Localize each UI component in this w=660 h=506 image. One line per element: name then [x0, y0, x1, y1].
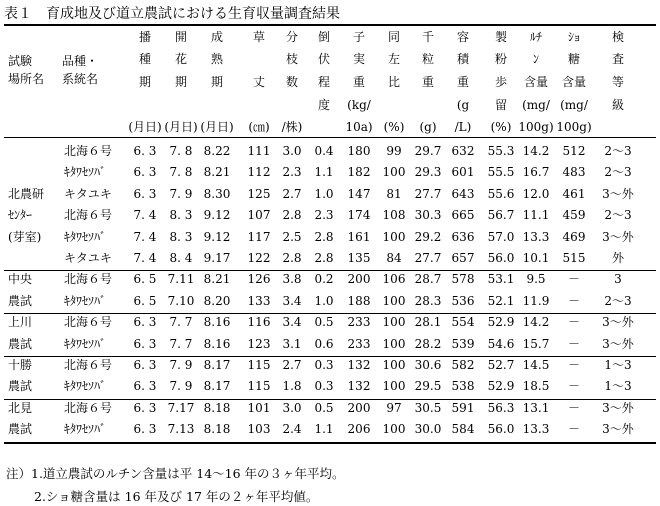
header-col10-line1: 容: [456, 30, 469, 44]
cell-g3-r1-c1: 6. 3: [133, 379, 157, 394]
header-col5-unit: /株): [281, 120, 303, 134]
cell-g0-r1-c9: 29.3: [414, 165, 442, 180]
header-col10-unit: /L): [454, 120, 472, 134]
header-col3-line3: 期: [210, 75, 223, 89]
table-number: 表１: [4, 6, 32, 22]
cell-g3-r0-c4: 115: [247, 358, 271, 372]
cell-g1-r0-c8: 106: [382, 272, 406, 287]
cell-g4-r1-c6: 1.1: [314, 422, 334, 437]
cell-g1-r1-c7: 188: [347, 293, 371, 308]
cell-g1-r1-c14: 2～3: [604, 293, 632, 308]
cell-g2-r0-c12: 14.2: [522, 315, 550, 330]
cell-g0-r0-c10: 632: [451, 144, 475, 158]
cell-g4-r1-c13: －: [567, 422, 580, 437]
header-col1-line2: 種: [138, 52, 151, 66]
cell-g2-r0-c7: 233: [347, 315, 371, 330]
cell-g3-r1-c7: 132: [347, 379, 371, 394]
site-name: ｾﾝﾀｰ: [8, 208, 33, 223]
cell-g4-r1-c8: 100: [382, 422, 406, 437]
cell-g1-r1-c8: 100: [382, 293, 406, 308]
header-col13-line4: (mg/: [560, 98, 588, 112]
cell-g2-r1-c14: 3～外: [602, 336, 634, 351]
site-name: 農試: [8, 293, 33, 308]
header-col12-line4: (mg/: [522, 98, 550, 112]
cell-g0-r5-c8: 84: [386, 251, 402, 265]
cell-g0-r3-c1: 7. 4: [133, 208, 157, 223]
header-col14-line3: 等: [611, 75, 624, 89]
header-col14-line1: 検: [611, 30, 624, 44]
cell-g1-r0-c2: 7.11: [167, 272, 195, 287]
cell-g3-r0-c8: 100: [382, 358, 406, 372]
cell-g4-r0-c5: 3.0: [282, 400, 302, 415]
cell-g0-r5-c10: 657: [451, 251, 475, 265]
cell-g3-r1-c2: 7. 9: [169, 379, 193, 394]
cell-g1-r0-c4: 126: [247, 272, 271, 287]
cell-g0-r2-c9: 27.7: [414, 186, 442, 201]
header-col2-unit: (月日): [164, 120, 198, 134]
cell-g1-r0-c14: 3: [614, 272, 622, 287]
cell-g3-r0-c2: 7. 9: [169, 358, 193, 372]
cell-g3-r1-c10: 538: [451, 379, 475, 394]
cell-g0-r4-c1: 7. 4: [133, 229, 157, 244]
site-name: 北見: [8, 400, 33, 415]
variety-name: ｷﾀﾜｾｿﾊﾞ: [64, 422, 107, 437]
header-variety-line2: 系統名: [62, 72, 99, 86]
header-col10-line4: (g: [456, 98, 470, 112]
cell-g2-r0-c8: 100: [382, 315, 406, 330]
header-col11-line3: 歩: [494, 75, 507, 89]
cell-g0-r0-c12: 14.2: [522, 144, 550, 158]
cell-g0-r4-c12: 13.3: [522, 229, 550, 244]
header-site-line2: 場所名: [8, 72, 45, 86]
site-name: 農試: [8, 336, 33, 351]
cell-g4-r0-c13: －: [567, 400, 580, 415]
variety-name: 北海６号: [64, 315, 113, 330]
header-col8-line2: 左: [387, 52, 400, 66]
header-col6-line2: 伏: [317, 52, 330, 66]
cell-g0-r3-c12: 11.1: [522, 208, 550, 223]
header-col4-line3: 丈: [252, 75, 265, 89]
header-site-line1: 試験: [8, 54, 33, 68]
header-col13-unit: 100g): [556, 120, 592, 134]
cell-g0-r0-c1: 6. 3: [133, 144, 157, 158]
header-col12-line2: ﾝ: [532, 52, 539, 66]
header-col11-line4: 留: [494, 98, 507, 112]
cell-g2-r1-c1: 6. 3: [133, 336, 157, 351]
header-col5-line1: 分: [285, 30, 298, 44]
cell-g2-r0-c2: 7. 7: [169, 315, 193, 330]
cell-g0-r2-c10: 643: [451, 186, 475, 201]
site-name: 農試: [8, 422, 33, 437]
cell-g0-r3-c13: 459: [562, 208, 586, 223]
cell-g0-r4-c13: 469: [562, 229, 586, 244]
cell-g1-r0-c1: 6. 5: [133, 272, 157, 287]
cell-g3-r1-c14: 1～3: [604, 379, 632, 394]
cell-g0-r5-c4: 122: [247, 251, 271, 265]
site-name: 北農研: [8, 186, 45, 201]
cell-g1-r0-c7: 200: [347, 272, 371, 287]
group-divider: [4, 270, 656, 271]
cell-g3-r1-c13: －: [567, 379, 580, 394]
cell-g1-r1-c6: 1.0: [314, 293, 334, 308]
cell-g2-r1-c5: 3.1: [282, 336, 302, 351]
cell-g4-r0-c3: 8.18: [203, 400, 231, 415]
header-col7-unit: 10a): [345, 120, 373, 134]
header-col10-line3: 重: [456, 75, 469, 89]
cell-g2-r1-c9: 28.2: [414, 336, 442, 351]
cell-g3-r0-c3: 8.17: [203, 358, 231, 372]
header-col13-line1: ｼｮ: [567, 30, 580, 44]
table-bottom-rule: [4, 442, 656, 444]
cell-g0-r1-c13: 483: [562, 165, 586, 180]
header-col12-line1: ﾙﾁ: [529, 30, 542, 44]
cell-g0-r4-c8: 100: [382, 229, 406, 244]
header-col5-line3: 数: [285, 75, 298, 89]
cell-g2-r0-c1: 6. 3: [133, 315, 157, 330]
header-col2-line2: 花: [174, 52, 187, 66]
cell-g0-r1-c4: 112: [247, 165, 271, 180]
cell-g4-r0-c12: 13.1: [522, 400, 550, 415]
site-name: 上川: [8, 315, 33, 330]
cell-g4-r1-c2: 7.13: [167, 422, 195, 437]
cell-g0-r5-c13: 515: [562, 251, 586, 265]
cell-g0-r1-c14: 2～3: [604, 165, 632, 180]
cell-g0-r5-c9: 27.7: [414, 251, 442, 265]
variety-name: キタユキ: [64, 251, 112, 265]
cell-g2-r1-c11: 54.6: [487, 336, 515, 351]
cell-g1-r1-c10: 536: [451, 293, 475, 308]
cell-g0-r3-c6: 2.3: [314, 208, 334, 223]
cell-g3-r0-c10: 582: [451, 358, 475, 372]
cell-g0-r3-c14: 2～3: [604, 208, 632, 223]
header-col1-unit: (月日): [128, 120, 162, 134]
cell-g4-r0-c2: 7.17: [167, 400, 195, 415]
cell-g0-r1-c2: 7. 8: [169, 165, 193, 180]
cell-g1-r1-c9: 28.3: [414, 293, 442, 308]
cell-g3-r1-c11: 52.9: [487, 379, 515, 394]
cell-g0-r4-c14: 3～外: [602, 229, 634, 244]
group-divider: [4, 399, 656, 400]
cell-g3-r1-c5: 1.8: [282, 379, 302, 394]
cell-g0-r0-c6: 0.4: [314, 144, 334, 158]
cell-g0-r3-c7: 174: [347, 208, 371, 223]
cell-g0-r3-c2: 8. 3: [169, 208, 193, 223]
cell-g3-r0-c7: 132: [347, 358, 371, 372]
cell-g0-r2-c7: 147: [347, 186, 371, 201]
cell-g4-r0-c10: 591: [451, 400, 475, 415]
variety-name: 北海６号: [64, 144, 113, 158]
header-col8-line3: 比: [387, 75, 400, 89]
cell-g0-r4-c2: 8. 3: [169, 229, 193, 244]
cell-g0-r5-c7: 135: [347, 251, 371, 265]
cell-g4-r0-c6: 0.5: [314, 400, 334, 415]
group-divider: [4, 313, 656, 314]
cell-g0-r0-c2: 7. 8: [169, 144, 193, 158]
cell-g4-r1-c1: 6. 3: [133, 422, 157, 437]
cell-g0-r0-c5: 3.0: [282, 144, 302, 158]
cell-g3-r1-c8: 100: [382, 379, 406, 394]
cell-g4-r1-c7: 206: [347, 422, 371, 437]
cell-g1-r0-c11: 53.1: [487, 272, 515, 287]
header-col4-unit: (㎝): [248, 120, 270, 134]
cell-g0-r4-c6: 2.8: [314, 229, 334, 244]
cell-g0-r1-c1: 6. 3: [133, 165, 157, 180]
header-col2-line1: 開: [174, 30, 187, 44]
cell-g3-r0-c1: 6. 3: [133, 358, 157, 372]
cell-g0-r0-c4: 111: [247, 144, 271, 158]
cell-g0-r4-c5: 2.5: [282, 229, 302, 244]
cell-g0-r2-c1: 6. 3: [133, 186, 157, 201]
header-variety-line1: 品種・: [62, 54, 99, 68]
cell-g3-r0-c14: 1～3: [604, 358, 632, 372]
cell-g2-r0-c13: －: [567, 315, 580, 330]
header-col14-line2: 査: [611, 52, 624, 66]
cell-g2-r1-c10: 539: [451, 336, 475, 351]
header-col12-unit: 100g): [518, 120, 554, 134]
header-col14-line4: 級: [611, 98, 624, 112]
cell-g0-r4-c11: 57.0: [487, 229, 515, 244]
cell-g0-r5-c2: 8. 4: [169, 251, 193, 265]
cell-g4-r1-c10: 584: [451, 422, 475, 437]
site-name: 十勝: [8, 358, 33, 372]
cell-g2-r1-c6: 0.6: [314, 336, 334, 351]
header-col9-line1: 千: [421, 30, 434, 44]
cell-g0-r0-c9: 29.7: [414, 144, 442, 158]
cell-g2-r0-c14: 3～外: [602, 315, 634, 330]
cell-g0-r5-c5: 2.8: [282, 251, 302, 265]
site-name: (芽室): [8, 229, 42, 244]
cell-g0-r2-c5: 2.7: [282, 186, 302, 201]
cell-g3-r0-c6: 0.3: [314, 358, 334, 372]
header-col3-line2: 熟: [210, 52, 223, 66]
cell-g0-r1-c3: 8.21: [203, 165, 231, 180]
header-col9-line3: 重: [421, 75, 434, 89]
cell-g3-r1-c9: 29.5: [414, 379, 442, 394]
cell-g3-r1-c4: 115: [247, 379, 271, 394]
cell-g1-r0-c13: －: [567, 272, 580, 287]
cell-g1-r1-c1: 6. 5: [133, 293, 157, 308]
cell-g4-r1-c3: 8.18: [203, 422, 231, 437]
cell-g0-r1-c12: 16.7: [522, 165, 550, 180]
variety-name: ｷﾀﾜｾｿﾊﾞ: [64, 336, 107, 351]
cell-g0-r2-c3: 8.30: [203, 186, 231, 201]
cell-g0-r1-c7: 182: [347, 165, 371, 180]
variety-name: ｷﾀﾜｾｿﾊﾞ: [64, 379, 107, 394]
cell-g0-r2-c13: 461: [562, 186, 586, 201]
cell-g0-r5-c12: 10.1: [522, 251, 550, 265]
cell-g1-r0-c5: 3.8: [282, 272, 302, 287]
cell-g0-r0-c11: 55.3: [487, 144, 515, 158]
header-col13-line2: 糖: [567, 52, 580, 66]
header-col1-line1: 播: [138, 30, 151, 44]
cell-g0-r0-c13: 512: [562, 144, 586, 158]
cell-g0-r2-c6: 1.0: [314, 186, 334, 201]
cell-g2-r0-c3: 8.16: [203, 315, 231, 330]
cell-g1-r0-c6: 0.2: [314, 272, 334, 287]
cell-g4-r1-c11: 56.0: [487, 422, 515, 437]
cell-g2-r0-c9: 28.1: [414, 315, 442, 330]
cell-g2-r1-c3: 8.16: [203, 336, 231, 351]
cell-g4-r0-c8: 97: [386, 400, 402, 415]
cell-g0-r4-c4: 117: [247, 229, 271, 244]
cell-g4-r0-c4: 101: [247, 400, 271, 415]
header-col11-line1: 製: [494, 30, 507, 44]
note-2: 2.ショ糖含量は 16 年及び 17 年の２ヶ年平均値。: [34, 489, 319, 504]
cell-g0-r2-c8: 81: [386, 186, 402, 201]
cell-g0-r0-c8: 99: [386, 144, 402, 158]
cell-g4-r1-c5: 2.4: [282, 422, 302, 437]
variety-name: 北海６号: [64, 208, 113, 223]
cell-g1-r0-c12: 9.5: [526, 272, 546, 287]
header-col13-line3: 含量: [561, 75, 586, 89]
cell-g2-r0-c10: 554: [451, 315, 475, 330]
cell-g0-r1-c8: 100: [382, 165, 406, 180]
header-col5-line2: 枝: [285, 52, 298, 66]
cell-g0-r2-c2: 7. 9: [169, 186, 193, 201]
cell-g4-r1-c4: 103: [247, 422, 271, 437]
cell-g2-r1-c12: 15.7: [522, 336, 550, 351]
cell-g0-r3-c10: 665: [451, 208, 475, 223]
cell-g4-r0-c14: 3～外: [602, 400, 634, 415]
header-col7-line4: (kg/: [347, 98, 371, 112]
cell-g1-r1-c3: 8.20: [203, 293, 231, 308]
cell-g3-r0-c5: 2.7: [282, 358, 302, 372]
site-name: 農試: [8, 379, 33, 394]
header-col6-line3: 程: [317, 75, 330, 89]
cell-g0-r3-c5: 2.8: [282, 208, 302, 223]
cell-g0-r1-c11: 55.5: [487, 165, 515, 180]
cell-g2-r1-c4: 123: [247, 336, 271, 351]
cell-g4-r0-c1: 6. 3: [133, 400, 157, 415]
cell-g0-r2-c14: 3～外: [602, 186, 634, 201]
cell-g1-r1-c5: 3.4: [282, 293, 302, 308]
variety-name: 北海６号: [64, 272, 113, 287]
header-col2-line3: 期: [174, 75, 187, 89]
cell-g2-r0-c6: 0.5: [314, 315, 334, 330]
cell-g0-r4-c3: 9.12: [203, 229, 231, 244]
header-bottom-rule: [4, 137, 656, 138]
cell-g0-r3-c4: 107: [247, 208, 271, 223]
variety-name: ｷﾀﾜｾｿﾊﾞ: [64, 165, 107, 180]
cell-g0-r2-c4: 125: [247, 186, 271, 201]
header-col6-line4: 度: [317, 98, 330, 112]
cell-g0-r5-c3: 9.17: [203, 251, 231, 265]
header-col4-line1: 草: [252, 30, 265, 44]
cell-g0-r1-c5: 2.3: [282, 165, 302, 180]
header-col9-line2: 粒: [421, 52, 434, 66]
cell-g1-r1-c13: －: [567, 293, 580, 308]
cell-g3-r0-c11: 52.7: [487, 358, 515, 372]
cell-g3-r0-c13: －: [567, 358, 580, 372]
cell-g3-r1-c12: 18.5: [522, 379, 550, 394]
cell-g1-r1-c2: 7.10: [167, 293, 195, 308]
cell-g3-r0-c9: 30.6: [414, 358, 442, 372]
cell-g4-r0-c7: 200: [347, 400, 371, 415]
table-top-rule: [4, 24, 656, 26]
cell-g0-r1-c10: 601: [451, 165, 475, 180]
header-col11-line2: 粉: [494, 52, 507, 66]
header-col10-line2: 積: [456, 52, 469, 66]
cell-g2-r0-c11: 52.9: [487, 315, 515, 330]
header-col7-line3: 重: [352, 75, 365, 89]
cell-g1-r1-c4: 133: [247, 293, 271, 308]
cell-g0-r5-c11: 56.0: [487, 251, 515, 265]
header-col9-unit: (g): [419, 120, 437, 134]
cell-g2-r0-c4: 116: [247, 315, 271, 330]
cell-g1-r0-c10: 578: [451, 272, 475, 287]
note-1: 注）1.道立農試のルチン含量は平 14～16 年の３ヶ年平均。: [6, 466, 345, 481]
cell-g0-r3-c3: 9.12: [203, 208, 231, 223]
cell-g0-r2-c12: 12.0: [522, 186, 550, 201]
variety-name: キタユキ: [64, 186, 112, 201]
cell-g0-r0-c3: 8.22: [203, 144, 231, 158]
cell-g4-r0-c9: 30.5: [414, 400, 442, 415]
cell-g2-r1-c7: 233: [347, 336, 371, 351]
cell-g4-r1-c9: 30.0: [414, 422, 442, 437]
table-title-text: 育成地及び道立農試における生育収量調査結果: [46, 6, 340, 22]
variety-name: ｷﾀﾜｾｿﾊﾞ: [64, 229, 107, 244]
cell-g0-r5-c14: 外: [611, 251, 624, 265]
cell-g4-r1-c12: 13.3: [522, 422, 550, 437]
header-col8-line1: 同: [387, 30, 400, 44]
cell-g2-r1-c13: －: [567, 336, 580, 351]
cell-g2-r0-c5: 3.4: [282, 315, 302, 330]
cell-g1-r1-c12: 11.9: [522, 293, 550, 308]
header-col1-line3: 期: [138, 75, 151, 89]
cell-g0-r0-c14: 2～3: [604, 144, 632, 158]
header-col6-line1: 倒: [317, 30, 330, 44]
cell-g0-r3-c8: 108: [382, 208, 406, 223]
cell-g1-r0-c9: 28.7: [414, 272, 442, 287]
header-col7-line2: 実: [352, 52, 365, 66]
table-title: [4, 3, 340, 23]
cell-g3-r1-c6: 0.3: [314, 379, 334, 394]
variety-name: 北海６号: [64, 400, 113, 415]
cell-g0-r0-c7: 180: [347, 144, 371, 158]
header-col7-line1: 子: [352, 30, 365, 44]
header-col3-unit: (月日): [200, 120, 234, 134]
cell-g2-r1-c8: 100: [382, 336, 406, 351]
cell-g1-r1-c11: 52.1: [487, 293, 515, 308]
cell-g3-r0-c12: 14.5: [522, 358, 550, 372]
cell-g0-r3-c9: 30.3: [414, 208, 442, 223]
cell-g2-r1-c2: 7. 7: [169, 336, 193, 351]
variety-name: 北海６号: [64, 358, 113, 372]
cell-g0-r4-c7: 161: [347, 229, 371, 244]
group-divider: [4, 356, 656, 357]
header-col11-unit: (%): [490, 120, 512, 134]
cell-g0-r5-c6: 2.8: [314, 251, 334, 265]
variety-name: ｷﾀﾜｾｿﾊﾞ: [64, 293, 107, 308]
cell-g0-r4-c9: 29.2: [414, 229, 442, 244]
cell-g1-r0-c3: 8.21: [203, 272, 231, 287]
cell-g4-r1-c14: 3～外: [602, 422, 634, 437]
header-col3-line1: 成: [210, 30, 223, 44]
cell-g0-r1-c6: 1.1: [314, 165, 334, 180]
header-col12-line3: 含量: [523, 75, 548, 89]
cell-g0-r4-c10: 636: [451, 229, 475, 244]
site-name: 中央: [8, 272, 33, 287]
cell-g0-r3-c11: 56.7: [487, 208, 515, 223]
cell-g0-r5-c1: 7. 4: [133, 251, 157, 265]
cell-g3-r1-c3: 8.17: [203, 379, 231, 394]
cell-g4-r0-c11: 56.3: [487, 400, 515, 415]
cell-g0-r2-c11: 55.6: [487, 186, 515, 201]
header-col8-unit: (%): [383, 120, 405, 134]
